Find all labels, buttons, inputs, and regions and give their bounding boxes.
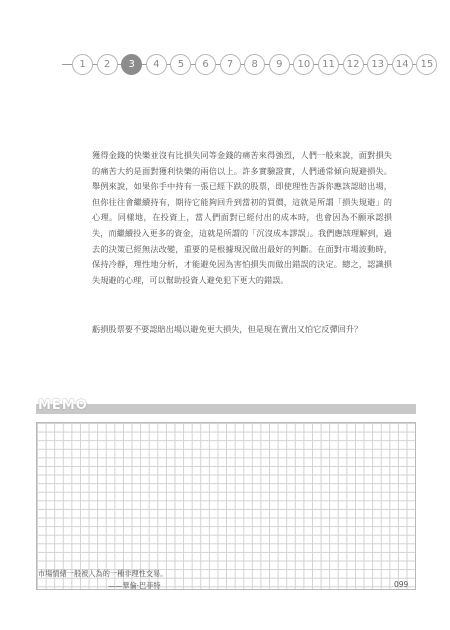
chapter-tab-14[interactable]: 14 <box>392 54 413 75</box>
chapter-tab-15[interactable]: 15 <box>416 54 437 75</box>
page-number: 099 <box>394 580 409 589</box>
chapter-tab-12[interactable]: 12 <box>343 54 364 75</box>
quote-author: ——華倫·巴菲特 <box>108 581 161 590</box>
chapter-tabs <box>62 52 434 76</box>
chapter-tab-13[interactable]: 13 <box>367 54 388 75</box>
body-paragraph: 獲得金錢的快樂並沒有比損失同等金錢的痛苦來得強烈，人們一般來說，面對損失的痛苦大約是面對獲利快樂的兩倍以上。許多實驗證實，人們通常傾向規避損失。舉例來說，如果你手中持有一張已經下跌的股票，即使理性告訴你應該認賠出場，但你往往會繼續持有，期待它能夠回升到當初的買價，這就是所謂「損失規避」的心理。同樣地，在投資上，當人們面對已經付出的成本時，也會因為不願承認損失，而繼續投入更多的資金，這就是所謂的「沉沒成本謬誤」。我們應該理解到，過去的決策已經無法改變，重要的是根據現況做出最好的判斷。在面對市場波動時，保持冷靜，理性地分析，才能避免因為害怕損失而做出錯誤的決定。總之，認識損失規避的心理，可以幫助投資人避免犯下更大的錯誤。 <box>92 150 392 285</box>
question-text: 虧損股票要不要認賠出場以避免更大損失，但是現在賣出又怕它反彈回升？ <box>92 324 363 334</box>
chapter-tab-6[interactable]: 6 <box>195 54 216 75</box>
chapter-tab-8[interactable]: 8 <box>244 54 265 75</box>
quote-text: 市場情緒一般被人為的一種非理性交易。 <box>38 569 168 578</box>
memo-grid[interactable] <box>36 422 416 590</box>
memo-quote <box>38 568 278 592</box>
chapter-tab-2[interactable]: 2 <box>97 54 118 75</box>
chapter-tab-1[interactable]: 1 <box>72 54 93 75</box>
chapter-tab-4[interactable]: 4 <box>146 54 167 75</box>
chapter-tab-5[interactable]: 5 <box>170 54 191 75</box>
chapter-tab-10[interactable]: 10 <box>293 54 314 75</box>
memo-header-bar <box>36 404 416 414</box>
memo-label: MEMO <box>38 398 88 413</box>
chapter-tab-9[interactable]: 9 <box>269 54 290 75</box>
chapter-tab-3[interactable]: 3 <box>121 54 142 75</box>
chapter-tab-11[interactable]: 11 <box>318 54 339 75</box>
chapter-tab-7[interactable]: 7 <box>220 54 241 75</box>
